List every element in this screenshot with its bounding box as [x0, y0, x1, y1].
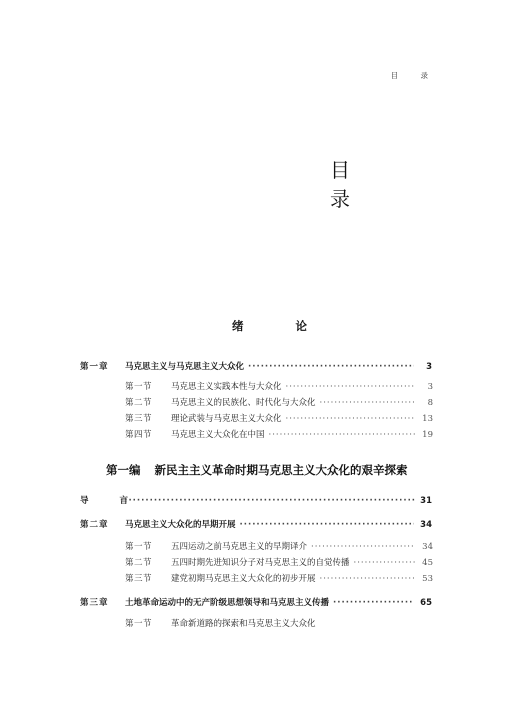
leader-dots [269, 430, 415, 440]
leader-dots [320, 574, 415, 584]
section-title: 五四时期先进知识分子对马克思主义的自觉传播 [171, 558, 350, 568]
intro-heading: 绪 论 [232, 319, 332, 333]
leader-dots [286, 382, 415, 392]
section-title: 理论武装与马克思主义大众化 [171, 414, 282, 424]
toc-entry-section[interactable] [125, 380, 433, 392]
leader-dots [333, 598, 414, 608]
page-number: 8 [427, 398, 433, 408]
part-heading[interactable] [106, 462, 408, 478]
leader-dots [120, 496, 416, 506]
toc-entry-section[interactable] [125, 556, 433, 568]
section-title: 马克思主义大众化在中国 [171, 430, 265, 440]
chapter-title: 马克思主义大众化的早期开展 [125, 520, 236, 530]
section-label: 第三节 [125, 574, 153, 584]
page-number: 34 [420, 520, 432, 530]
leader-dots [320, 398, 415, 408]
page-number: 3 [427, 382, 433, 392]
toc-entry-section[interactable] [125, 572, 433, 584]
section-label: 第二节 [125, 558, 153, 568]
toc-entry-chapter-3[interactable] [80, 596, 432, 608]
toc-entry-chapter-2[interactable] [80, 518, 432, 530]
section-label: 第一节 [125, 382, 153, 392]
page-number: 31 [420, 496, 432, 506]
page-number: 13 [422, 414, 433, 424]
page-title: 目 录 [330, 158, 384, 211]
section-label: 第三节 [125, 414, 153, 424]
toc-entry-section[interactable] [125, 428, 433, 440]
running-head: 目 录 [390, 71, 438, 80]
page-number: 65 [420, 598, 432, 608]
toc-entry-preface[interactable] [80, 494, 432, 506]
chapter-label: 第三章 [80, 598, 109, 608]
section-label: 第二节 [125, 398, 153, 408]
section-title: 建党初期马克思主义大众化的初步开展 [171, 574, 316, 584]
preface-label: 导 言 [80, 496, 142, 506]
leader-dots [240, 520, 414, 530]
page-number: 45 [422, 558, 433, 568]
toc-entry-section[interactable] [125, 396, 433, 408]
toc-entry-section[interactable] [125, 540, 433, 552]
section-title: 马克思主义实践本性与大众化 [171, 382, 282, 392]
chapter-label: 第一章 [80, 362, 109, 372]
toc-entry-section[interactable] [125, 617, 433, 629]
chapter-label: 第二章 [80, 520, 109, 530]
toc-entry-chapter-1[interactable] [80, 360, 432, 372]
part-title: 新民主主义革命时期马克思主义大众化的艰辛探索 [154, 463, 408, 477]
chapter-title: 土地革命运动中的无产阶级思想领导和马克思主义传播 [125, 598, 330, 608]
leader-dots [311, 542, 415, 552]
section-label: 第四节 [125, 430, 153, 440]
toc-entry-section[interactable] [125, 412, 433, 424]
page-number: 3 [426, 362, 432, 372]
page-number: 53 [422, 574, 433, 584]
page-number: 34 [422, 542, 433, 552]
leader-dots [286, 414, 415, 424]
part-label: 第一编 [106, 463, 141, 477]
page-number: 19 [422, 430, 433, 440]
section-label: 第一节 [125, 619, 153, 629]
leader-dots [248, 362, 414, 372]
chapter-title: 马克思主义与马克思主义大众化 [125, 362, 245, 372]
section-title: 五四运动之前马克思主义的早期译介 [171, 542, 308, 552]
section-title: 马克思主义的民族化、时代化与大众化 [171, 398, 316, 408]
section-label: 第一节 [125, 542, 153, 552]
leader-dots [354, 558, 415, 568]
section-title: 革命新道路的探索和马克思主义大众化 [171, 619, 316, 629]
